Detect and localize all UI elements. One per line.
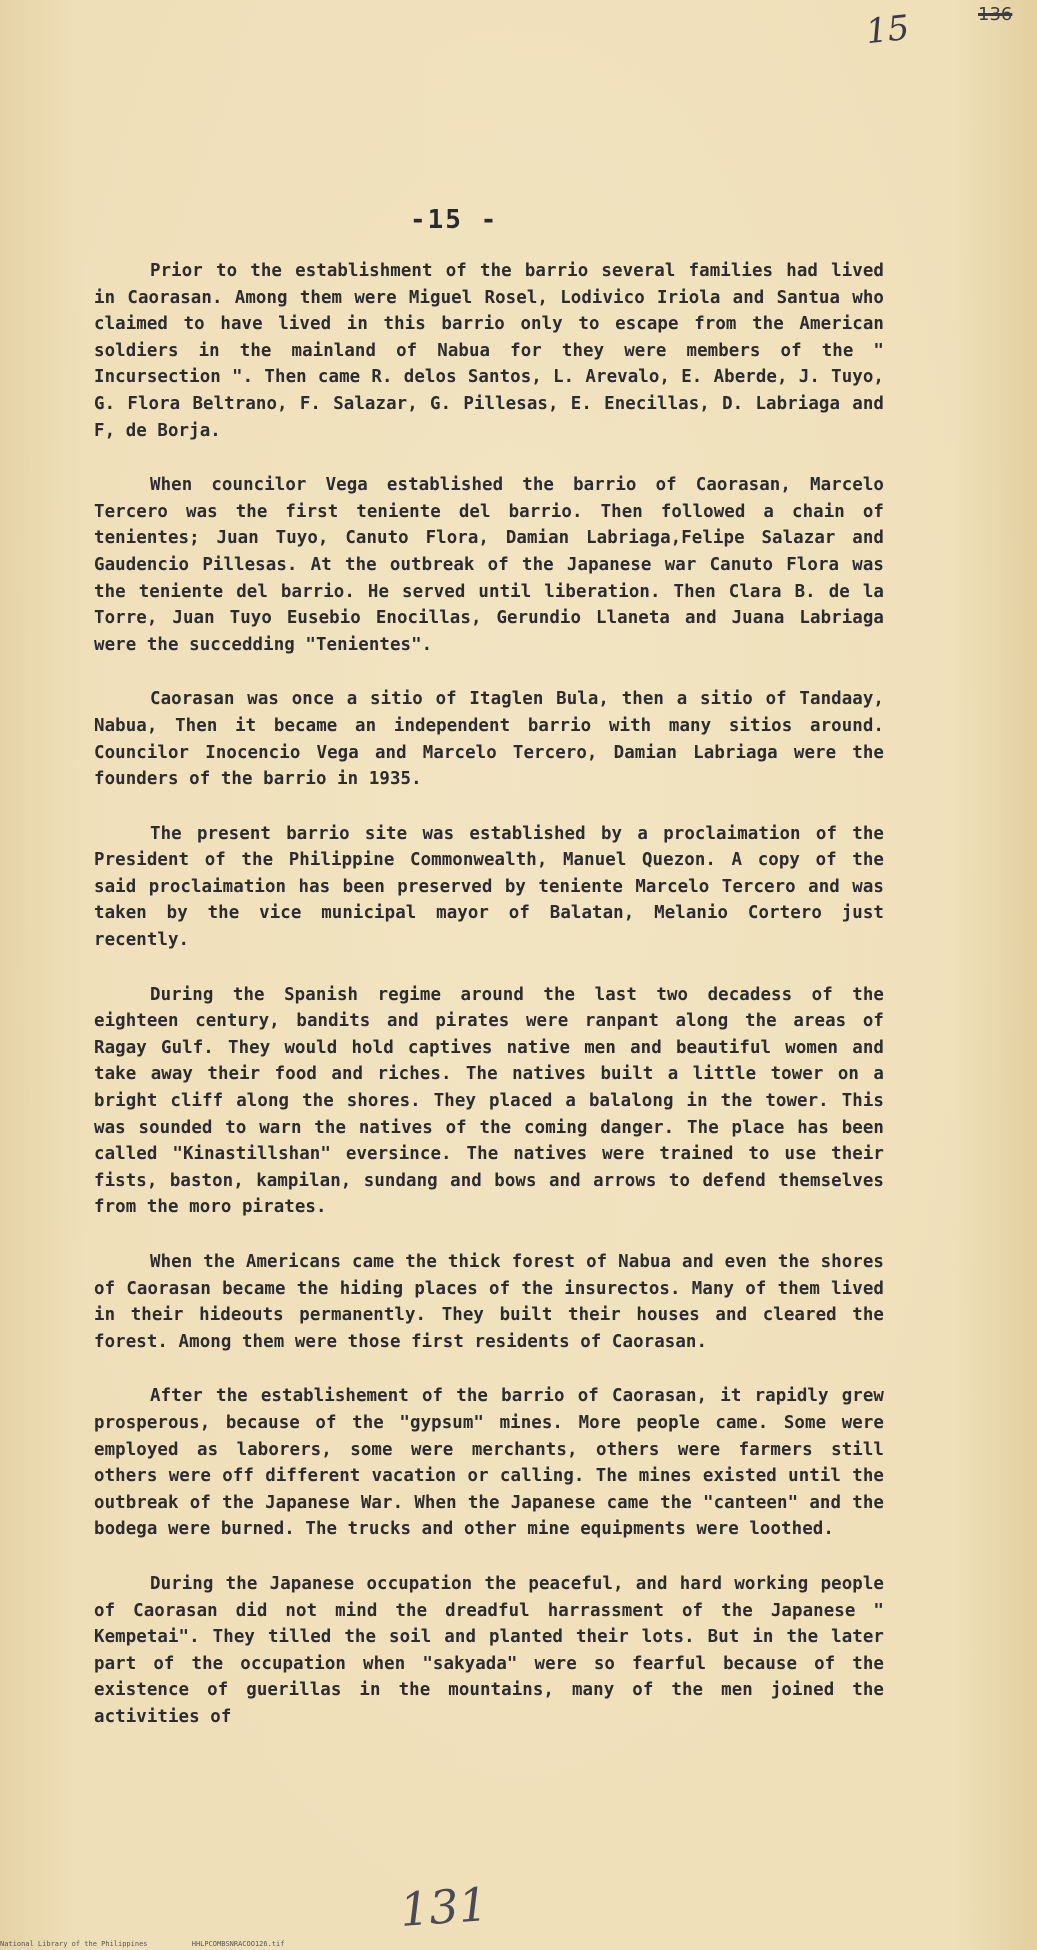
document-body — [94, 258, 884, 1759]
paragraph-spanish-regime: During the Spanish regime around the last two decadess of the eighteen century, bandits and pirates were ranpant along the areas of Ragay Gulf. They would hold captives native men and beautiful women and take away their food and riches. The natives built a little tower on a bright cliff along the shores. They placed a balalong in the tower. This was sounded to warn the natives of the coming danger. The place has been called "Kinastillshan" eversince. The natives were trained to use their fists, baston, kampilan, sundang and bows and arrows to defend themselves from the moro pirates. — [94, 984, 884, 1218]
file-label: HHLPCOMBSNRACOO126.tif — [191, 1940, 285, 1948]
paragraph-early-settlers: Prior to the establishment of the barrio several families had lived in Caorasan. Among them were Miguel Rosel, Lodivico Iriola and Santua who claimed to have lived in this barrio only to escape from the American soldiers in the mainland of Nabua for they were members of the " Incursection ". Then came R. delos Santos, L. Arevalo, E. Aberde, J. Tuyo, G. Flora Beltrano, F. Salazar, G. Pillesas, E. Enecillas, D. Labriaga and F, de Borja. — [94, 261, 884, 441]
struck-out-page-number: 136 — [978, 4, 1013, 25]
paragraph-americans: When the Americans came the thick forest of Nabua and even the shores of Caorasan became the hiding places of the insurectos. Many of them lived in their hideouts permanently. They built their houses and cleared the forest. Among them were those first residents of Caorasan. — [94, 1252, 884, 1352]
paragraph-proclamation: The present barrio site was established by a proclaimation of the President of the Philippine Commonwealth, Manuel Quezon. A copy of the said proclaimation has been preserved by teniente Marcelo Tercero and was taken by the vice municipal mayor of Balatan, Melanio Cortero just recently. — [94, 823, 884, 951]
paragraph-founding: Caorasan was once a sitio of Itaglen Bula, then a sitio of Tandaay, Nabua, Then it became an independent barrio with many sitios around. Councilor Inocencio Vega and Marcelo Tercero, Damian Labriaga were the founders of the barrio in 1935. — [94, 689, 884, 790]
scan-footer — [0, 1940, 1037, 1948]
page-number: -15 - — [410, 205, 499, 235]
handwritten-folio-number: 131 — [398, 1877, 490, 1937]
paragraph-tenientes: When councilor Vega established the barrio of Caorasan, Marcelo Tercero was the first teniente del barrio. Then followed a chain of tenientes; Juan Tuyo, Canuto Flora, Damian Labriaga,Felipe Salazar and Gaudencio Pillesas. At the outbreak of the Japanese war Canuto Flora was the teniente del barrio. He served until liberation. Then Clara B. de la Torre, Juan Tuyo Eusebio Enocillas, Gerundio Llaneta and Juana Labriaga were the succedding "Tenientes". — [94, 475, 884, 655]
paragraph-japanese-occupation: During the Japanese occupation the peaceful, and hard working people of Caorasan did not mind the dreadful harrassment of the Japanese " Kempetai". They tilled the soil and planted their lots. But in the later part of the occupation when "sakyada" were so fearful because of the existence of guerillas in the mountains, many of the men joined the activities of — [94, 1573, 884, 1727]
library-label: National Library of the Philippines — [0, 1940, 148, 1948]
handwritten-corner-number: 15 — [864, 7, 912, 53]
paragraph-gypsum-mines: After the establishement of the barrio of Caorasan, it rapidly grew prosperous, because of the "gypsum" mines. More people came. Some were employed as laborers, some were merchants, others were farmers still others were off different vacation or calling. The mines existed until the outbreak of the Japanese War. When the Japanese came the "canteen" and the bodega were burned. The trucks and other mine equipments were loothed. — [94, 1386, 884, 1540]
